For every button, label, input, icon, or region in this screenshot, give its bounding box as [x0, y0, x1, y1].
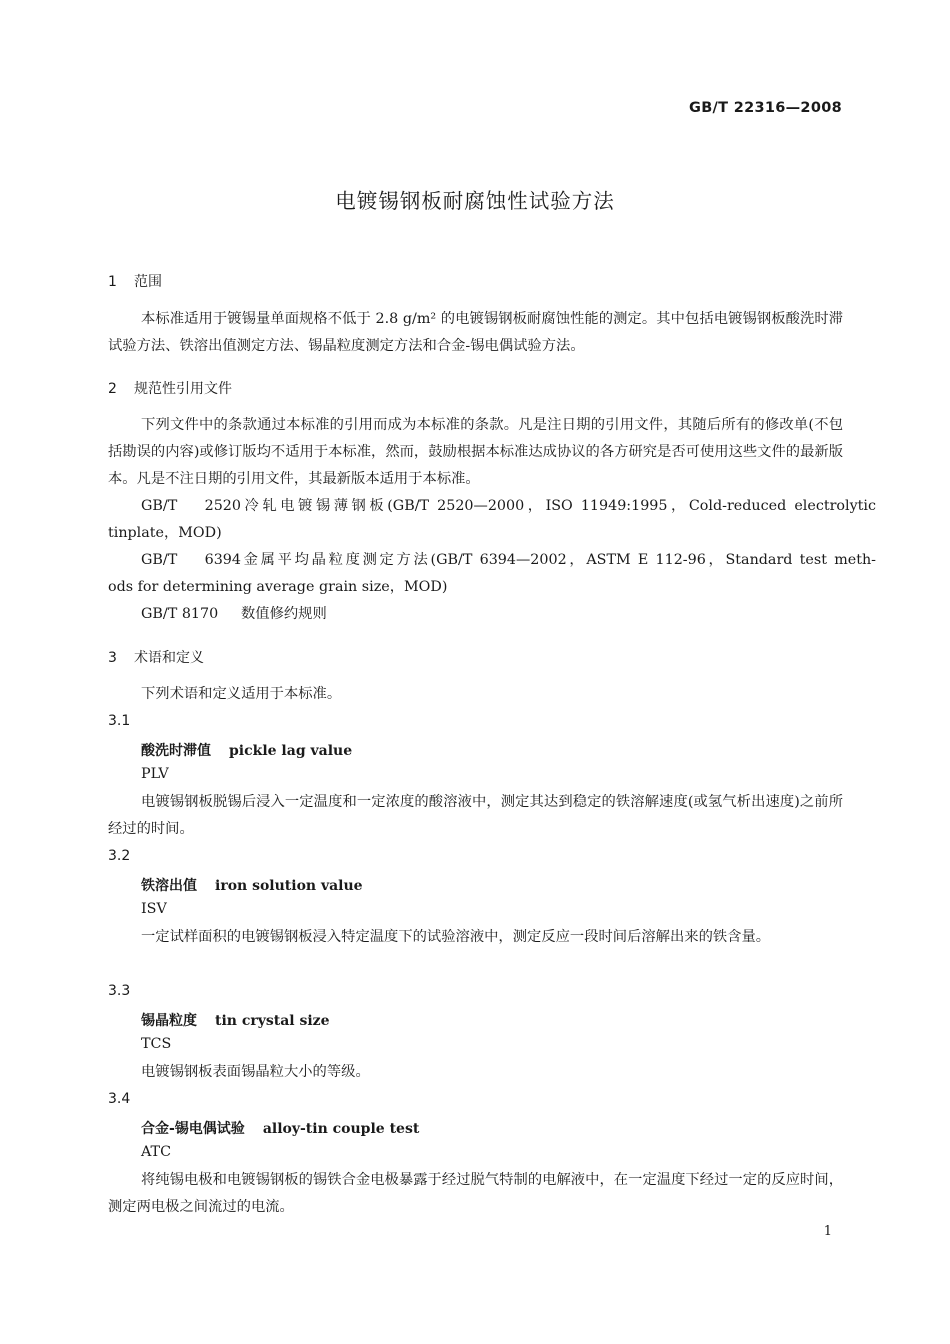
reference-3-line-1: [108, 601, 876, 628]
section-2-heading: [108, 378, 232, 398]
term-en: tin crystal size: [215, 1013, 330, 1029]
reference-code: GB/T 6394: [141, 552, 241, 568]
term-zh: 锡晶粒度: [141, 1013, 197, 1029]
section-title: 术语和定义: [134, 650, 204, 666]
term-heading: [141, 1118, 419, 1138]
section-number: 3: [108, 650, 117, 666]
reference-2-line-1: [108, 547, 876, 574]
reference-text: 数值修约规则: [241, 606, 327, 622]
term-definition: 将纯锡电极和电镀锡钢板的锡铁合金电极暴露于经过脱气特制的电解液中，在一定温度下经过一定的反应时间，测定两电极之间流过的电流。: [108, 1172, 843, 1215]
section-3-heading: [108, 647, 204, 667]
reference-1-line-2: tinplate，MOD): [108, 525, 222, 541]
term-abbreviation: TCS: [141, 1036, 172, 1052]
page-number: 1: [823, 1224, 832, 1239]
term-zh: 铁溶出值: [141, 878, 197, 894]
reference-text: 冷轧电镀锡薄钢板(GB/T 2520—2000，ISO 11949:1995，Cold-reduced electrolytic: [241, 498, 876, 514]
reference-2-line-2: ods for determining average grain size，MOD): [108, 579, 448, 595]
term-number: 3.3: [108, 983, 131, 999]
section-title: 范围: [134, 274, 162, 290]
reference-text: 金属平均晶粒度测定方法(GB/T 6394—2002，ASTM E 112-96，Standard test meth-: [241, 552, 876, 568]
reference-code: GB/T 2520: [141, 498, 241, 514]
term-heading: [141, 740, 352, 760]
term-number: 3.1: [108, 713, 131, 729]
term-definition: 电镀锡钢板表面锡晶粒大小的等级。: [141, 1064, 370, 1080]
term-zh: 合金-锡电偶试验: [141, 1121, 245, 1137]
term-abbreviation: ISV: [141, 901, 167, 917]
term-en: alloy-tin couple test: [262, 1121, 420, 1137]
term-number: 3.4: [108, 1091, 131, 1107]
section-title: 规范性引用文件: [134, 381, 232, 397]
section-1-heading: [108, 271, 162, 291]
term-zh: 酸洗时滞值: [141, 743, 211, 759]
term-number: 3.2: [108, 848, 131, 864]
term-abbreviation: ATC: [141, 1144, 172, 1160]
section-1-paragraph: 本标准适用于镀锡量单面规格不低于 2.8 g/m² 的电镀锡钢板耐腐蚀性能的测定。其中包括电镀锡钢板酸洗时滞试验方法、铁溶出值测定方法、锡晶粒度测定方法和合金-锡电偶试验方法。: [108, 311, 843, 354]
term-heading: [141, 1010, 330, 1030]
term-en: iron solution value: [215, 878, 363, 894]
section-3-paragraph: 下列术语和定义适用于本标准。: [141, 686, 342, 702]
section-number: 2: [108, 381, 117, 397]
reference-code: GB/T 8170: [141, 606, 219, 622]
term-heading: [141, 875, 363, 895]
term-definition: 一定试样面积的电镀锡钢板浸入特定温度下的试验溶液中，测定反应一段时间后溶解出来的铁含量。: [141, 929, 771, 945]
section-number: 1: [108, 274, 117, 290]
document-title: 电镀锡钢板耐腐蚀性试验方法: [335, 189, 615, 213]
standard-code: GB/T 22316—2008: [689, 100, 842, 116]
section-2-paragraph: 下列文件中的条款通过本标准的引用而成为本标准的条款。凡是注日期的引用文件，其随后所有的修改单(不包括勘误的内容)或修订版均不适用于本标准，然而，鼓励根据本标准达成协议的各方研究是否可使用这些文件的最新版本。凡是不注日期的引用文件，其最新版本适用于本标准。: [108, 417, 843, 487]
reference-1-line-1: [108, 493, 876, 520]
term-definition: 电镀锡钢板脱锡后浸入一定温度和一定浓度的酸溶液中，测定其达到稳定的铁溶解速度(或氢气析出速度)之前所经过的时间。: [108, 794, 843, 837]
term-en: pickle lag value: [229, 743, 353, 759]
term-abbreviation: PLV: [141, 766, 169, 782]
